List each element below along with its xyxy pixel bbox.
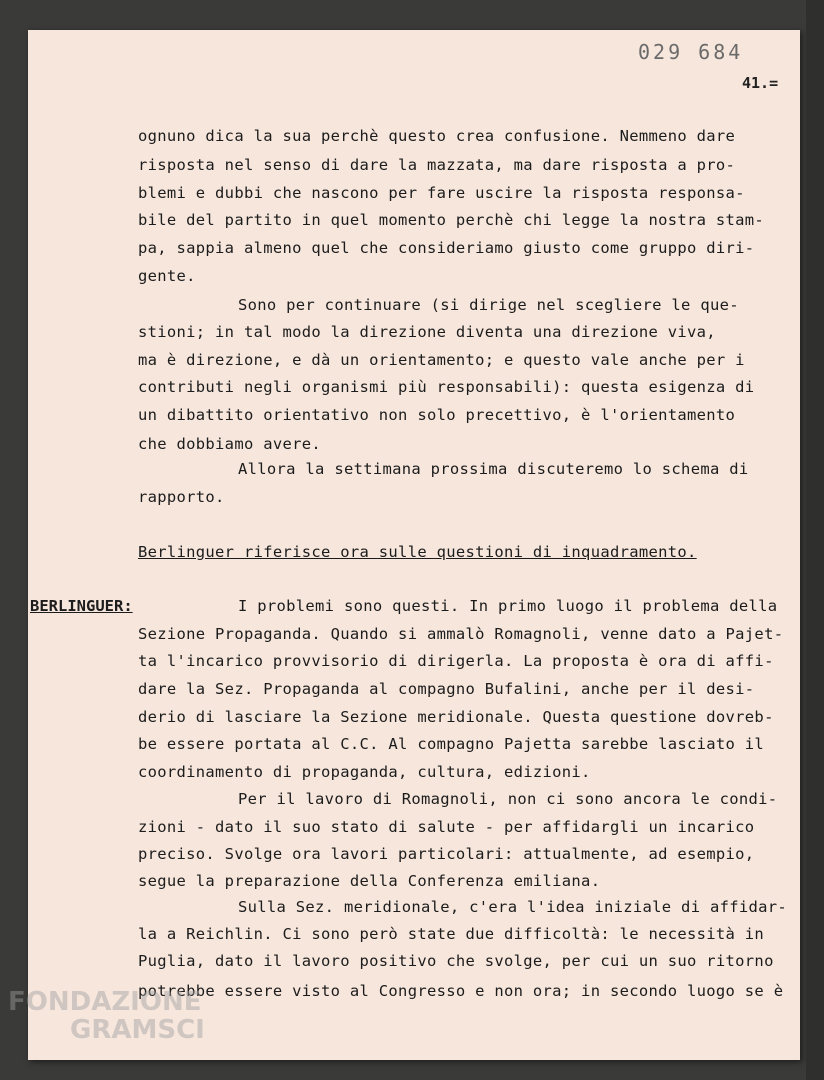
text-line: Sono per continuare (si dirige nel scegliere le que- bbox=[238, 296, 739, 314]
text-line: Allora la settimana prossima discuteremo lo schema di bbox=[238, 460, 749, 478]
text-line: gente. bbox=[138, 267, 196, 285]
text-line: Sulla Sez. meridionale, c'era l'idea iniziale di affidar- bbox=[238, 898, 788, 916]
page-number: 41.= bbox=[742, 74, 779, 92]
text-line: segue la preparazione della Conferenza emiliana. bbox=[138, 872, 601, 890]
text-line: I problemi sono questi. In primo luogo il problema della bbox=[238, 597, 778, 615]
section-heading: Berlinguer riferisce ora sulle questioni di inquadramento. bbox=[138, 543, 697, 561]
text-line: ta l'incarico provvisorio di dirigerla. La proposta è ora di affi- bbox=[138, 652, 774, 670]
text-line: che dobbiamo avere. bbox=[138, 435, 322, 453]
text-line: preciso. Svolge ora lavori particolari: attualmente, ad esempio, bbox=[138, 845, 755, 863]
text-line: derio di lasciare la Sezione meridionale. Questa questione dovreb- bbox=[138, 708, 774, 726]
watermark-line: GRAMSCI bbox=[70, 1015, 205, 1045]
text-line: rapporto. bbox=[138, 488, 225, 506]
watermark-line: FONDAZIONE bbox=[8, 987, 202, 1017]
text-line: ma è direzione, e dà un orientamento; e questo vale anche per i bbox=[138, 351, 745, 369]
text-line: coordinamento di propaganda, cultura, edizioni. bbox=[138, 763, 591, 781]
watermark-logo bbox=[8, 988, 205, 1044]
text-line: ognuno dica la sua perchè questo crea confusione. Nemmeno dare bbox=[138, 127, 736, 145]
text-line: zioni - dato il suo stato di salute - per affidargli un incarico bbox=[138, 818, 755, 836]
text-line: blemi e dubbi che nascono per fare uscire la risposta responsa- bbox=[138, 184, 745, 202]
text-line: Sezione Propaganda. Quando si ammalò Romagnoli, venne dato a Pajet- bbox=[138, 625, 784, 643]
text-line: potrebbe essere visto al Congresso e non ora; in secondo luogo se è bbox=[138, 982, 784, 1000]
text-line: Puglia, dato il lavoro positivo che svolge, per cui un suo ritorno bbox=[138, 952, 774, 970]
archive-stamp: 029 684 bbox=[638, 40, 744, 64]
text-line: risposta nel senso di dare la mazzata, ma dare risposta a pro- bbox=[138, 156, 736, 174]
text-line: un dibattito orientativo non solo precettivo, è l'orientamento bbox=[138, 406, 736, 424]
text-line: la a Reichlin. Ci sono però state due difficoltà: le necessità in bbox=[138, 925, 765, 943]
text-line: bile del partito in quel momento perchè chi legge la nostra stam- bbox=[138, 211, 765, 229]
speaker-label: BERLINGUER: bbox=[30, 597, 133, 615]
text-line: dare la Sez. Propaganda al compagno Bufalini, anche per il desi- bbox=[138, 680, 755, 698]
text-line: contributi negli organismi più responsabili): questa esigenza di bbox=[138, 378, 755, 396]
scanner-edge bbox=[806, 0, 824, 1080]
text-line: be essere portata al C.C. Al compagno Pajetta sarebbe lasciato il bbox=[138, 735, 765, 753]
text-line: pa, sappia almeno quel che consideriamo giusto come gruppo diri- bbox=[138, 239, 755, 257]
text-line: stioni; in tal modo la direzione diventa una direzione viva, bbox=[138, 323, 716, 341]
text-line: Per il lavoro di Romagnoli, non ci sono ancora le condi- bbox=[238, 790, 778, 808]
